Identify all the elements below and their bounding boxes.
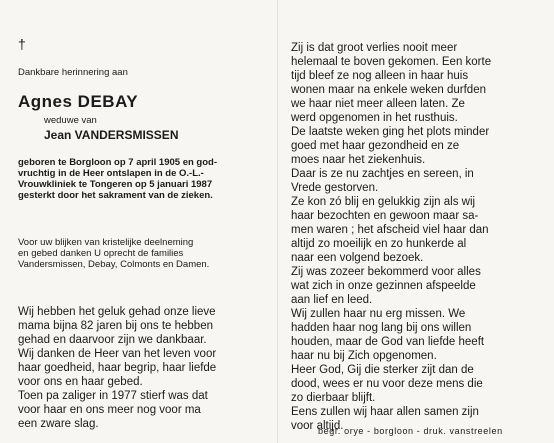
- eulogy-line: houden, maar de God van liefde heeft: [291, 336, 485, 348]
- eulogy-line: we haar niet meer alleen laten. Ze: [291, 98, 465, 110]
- memory-block: [18, 305, 268, 431]
- thanks-line: Vandersmissen, Debay, Colmonts en Damen.: [18, 259, 210, 270]
- eulogy-line: zo dierbaar blijft.: [291, 392, 376, 404]
- widow-of-text: weduwe van: [44, 115, 97, 126]
- deceased-name: Agnes DEBAY: [18, 92, 139, 111]
- eulogy-line: tijd bleef ze nog alleen in haar huis: [291, 70, 469, 82]
- eulogy-line: men waren ; het afscheid viel haar dan: [291, 224, 489, 236]
- eulogy-line: Vrede gestorven.: [291, 182, 379, 194]
- birth-death-block: [18, 157, 268, 201]
- eulogy-line: wat zich in onze gezinnen afspeelde: [291, 280, 476, 292]
- eulogy-line: hadden haar nog lang bij ons willen: [291, 322, 472, 334]
- eulogy-line: haar nu bij Zich opgenomen.: [291, 350, 437, 362]
- husband-name: Jean VANDERSMISSEN: [44, 128, 179, 142]
- thanks-block: [18, 237, 268, 270]
- eulogy-line: Ze kon zó blij en gelukkig zijn als wij: [291, 196, 476, 208]
- memory-line: haar goedheid, haar begrip, haar liefde: [18, 362, 217, 374]
- eulogy-line: Zij was zozeer bekommerd voor alles: [291, 266, 481, 278]
- eulogy-line: Eens zullen wij haar allen samen zijn: [291, 406, 479, 418]
- eulogy-line: moes naar het ziekenhuis.: [291, 154, 426, 166]
- eulogy-line: Daar is ze nu zachtjes en sereen, in: [291, 168, 474, 180]
- eulogy-block: [291, 41, 543, 433]
- remembrance-text: Dankbare herinnering aan: [18, 67, 128, 78]
- memory-line: voor haar en ons meer nog voor ma: [18, 404, 201, 416]
- eulogy-line: De laatste weken ging het plots minder: [291, 126, 490, 138]
- memory-line: een zware slag.: [18, 418, 99, 430]
- eulogy-line: helemaal te boven gekomen. Een korte: [291, 56, 492, 68]
- eulogy-line: naar een volgend bezoek.: [291, 252, 424, 264]
- memory-line: voor ons en haar gebed.: [18, 376, 143, 388]
- memory-line: gehad en daarvoor zijn we dankbaar.: [18, 334, 207, 346]
- thanks-line: en gebed danken U oprecht de families: [18, 248, 184, 259]
- birth-line: Vrouwkliniek te Tongeren op 5 januari 1987: [18, 179, 213, 190]
- memory-line: Wij danken de Heer van het leven voor: [18, 348, 217, 360]
- birth-line: vruchtig in de Heer ontslapen in de O.-L.-: [18, 168, 204, 179]
- printer-footer: begr. orye - borgloon - druk. vanstreelen: [318, 426, 503, 436]
- memory-line: Wij hebben het geluk gehad onze lieve: [18, 306, 216, 318]
- eulogy-line: aan lief en leed.: [291, 294, 373, 306]
- cross-symbol: †: [18, 36, 26, 52]
- eulogy-line: dood, wees er nu voor deze mens die: [291, 378, 483, 390]
- eulogy-line: Heer God, Gij die sterker zijt dan de: [291, 364, 474, 376]
- eulogy-line: Zij is dat groot verlies nooit meer: [291, 42, 458, 54]
- memory-line: Toen pa zaliger in 1977 stierf was dat: [18, 390, 208, 402]
- eulogy-line: altijd zo moeilijk en zo hunkerde al: [291, 238, 467, 250]
- thanks-line: Voor uw blijken van kristelijke deelneming: [18, 237, 194, 248]
- fold-line: [277, 0, 278, 443]
- memory-line: mama bijna 82 jaren bij ons te hebben: [18, 320, 213, 332]
- eulogy-line: Wij zullen haar nu erg missen. We: [291, 308, 466, 320]
- birth-line: geboren te Borgloon op 7 april 1905 en god-: [18, 157, 217, 168]
- eulogy-line: goed met haar gezondheid en ze: [291, 140, 460, 152]
- eulogy-line: haar bezochten en gewoon maar sa-: [291, 210, 479, 222]
- eulogy-line: wonen maar na enkele weken durfden: [291, 84, 486, 96]
- birth-line: gesterkt door het sakrament van de zieken.: [18, 190, 213, 201]
- eulogy-line: werd opgenomen in het rusthuis.: [291, 112, 458, 124]
- eulogy-line: voor altijd.: [291, 420, 344, 432]
